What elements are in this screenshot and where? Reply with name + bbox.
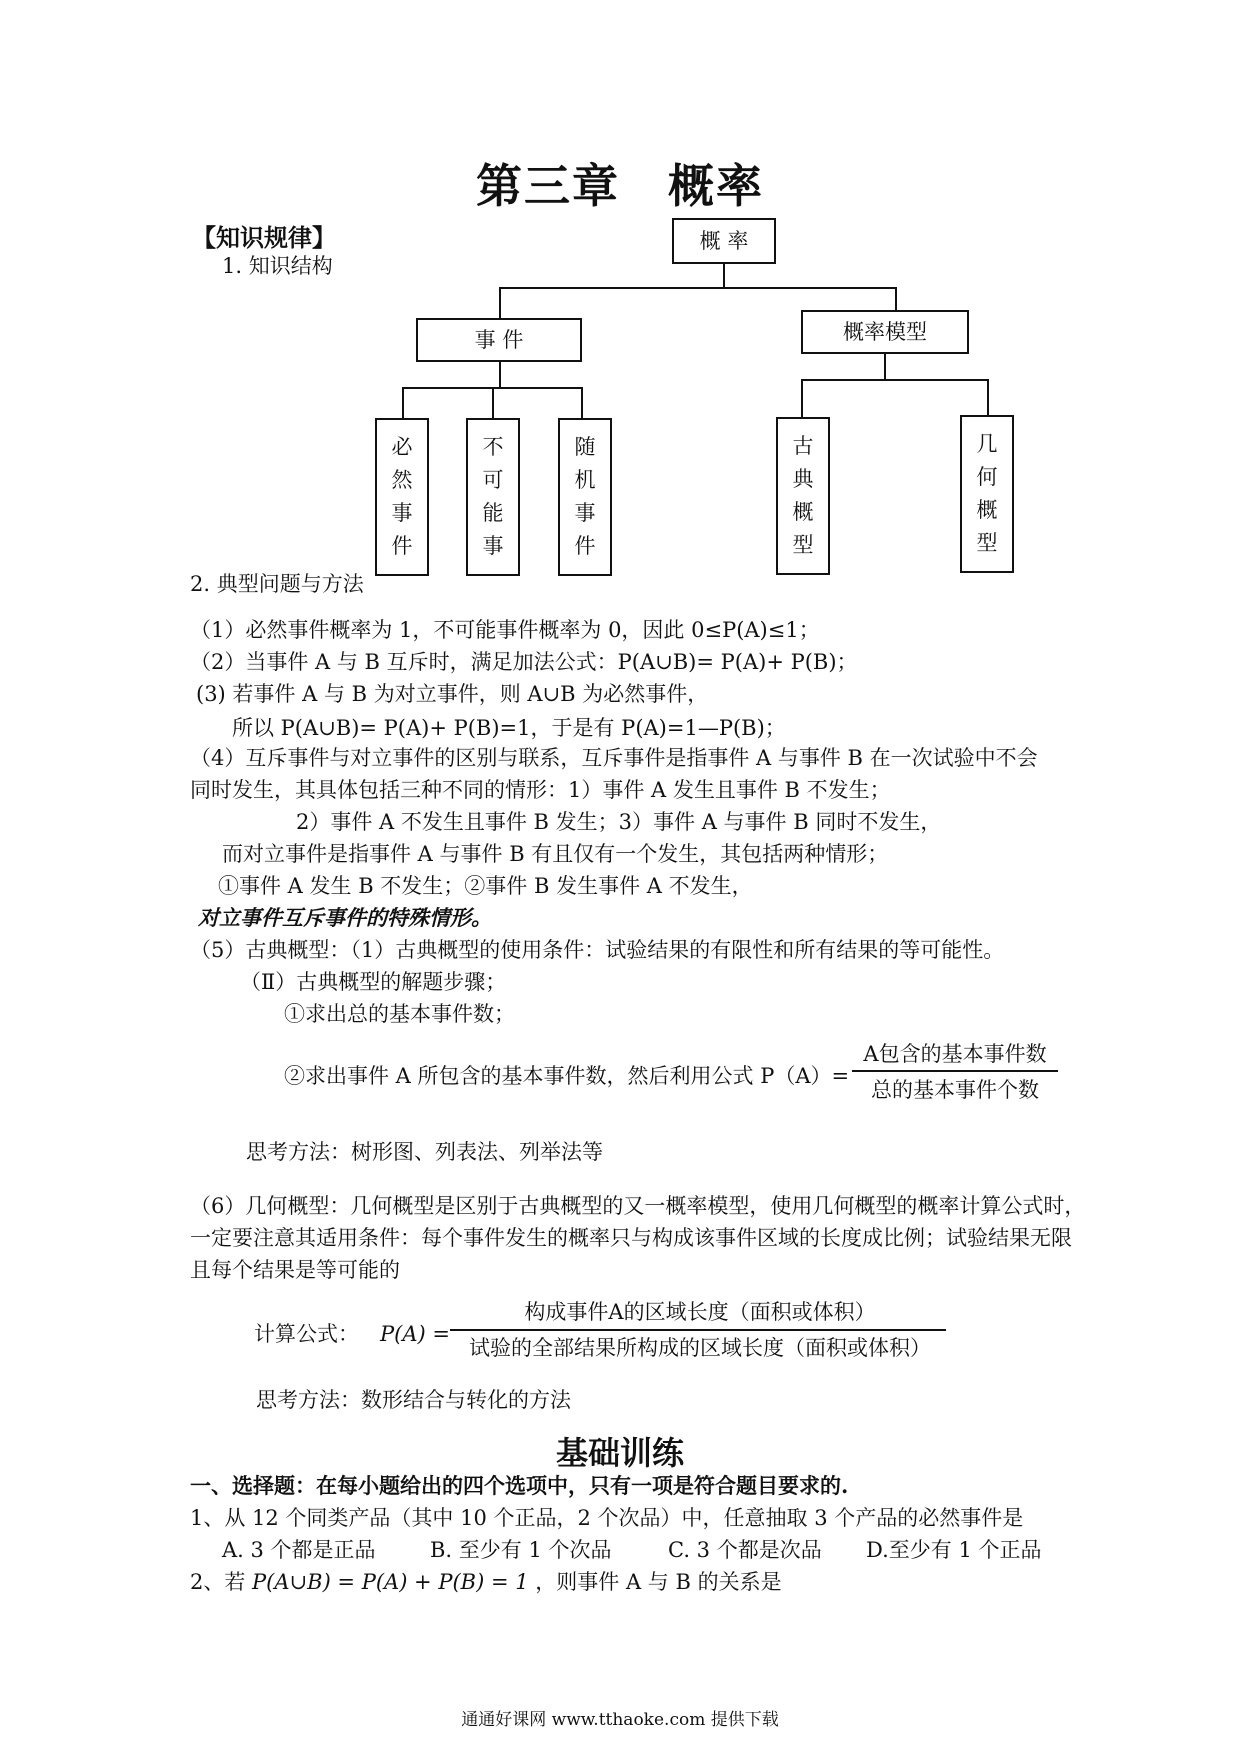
question-2-prefix: 2、若	[190, 1570, 253, 1594]
leaf-char: 古	[792, 434, 814, 458]
diagram-root-box: 概 率	[672, 218, 776, 264]
diagram-leaf-geometric-model	[960, 415, 1014, 573]
question-2	[190, 1566, 782, 1598]
leaf-char: 不	[482, 435, 504, 459]
method-line: 而对立事件是指事件 A 与事件 B 有且仅有一个发生，其包括两种情形；	[222, 842, 889, 866]
method-line: 2）事件 A 不发生且事件 B 发生；3）事件 A 与事件 B 同时不发生，	[296, 810, 942, 834]
knowledge-item-1: 1. 知识结构	[222, 254, 333, 278]
knowledge-item-2: 2. 典型问题与方法	[190, 572, 364, 596]
leaf-char: 件	[391, 534, 413, 558]
method-line: 所以 P(A∪B)= P(A)+ P(B)=1，于是有 P(A)=1—P(B)；	[232, 716, 786, 740]
leaf-char: 事	[482, 534, 504, 558]
question-1-option-d: D.至少有 1 个正品	[866, 1538, 1042, 1562]
training-title: 基础训练	[555, 1434, 684, 1472]
leaf-char: 概	[976, 498, 998, 522]
question-2-formula: P(A∪B) = P(A) + P(B) = 1	[252, 1570, 529, 1594]
geometric-formula-fraction-bar	[450, 1329, 946, 1331]
connector	[499, 362, 501, 388]
leaf-char: 随	[574, 435, 596, 459]
connector	[884, 354, 886, 380]
method-line: （2）当事件 A 与 B 互斥时，满足加法公式：P(A∪B)= P(A)+ P(B)；	[190, 650, 858, 674]
connector	[492, 387, 494, 419]
question-1-option-c: C. 3 个都是次品	[668, 1538, 822, 1562]
method-line: ②求出事件 A 所包含的基本事件数，然后利用公式 P（A）=	[284, 1064, 850, 1088]
leaf-char: 可	[482, 468, 504, 492]
classical-formula-denominator: 总的基本事件个数	[871, 1078, 1039, 1102]
leaf-char: 典	[792, 467, 814, 491]
method-line: 一定要注意其适用条件：每个事件发生的概率只与构成该事件区域的长度成比例；试验结果无限	[190, 1226, 1072, 1250]
connector	[499, 287, 501, 319]
diagram-leaf-random-event	[558, 418, 612, 576]
page-footer: 通通好课网 www.tthaoke.com 提供下载	[461, 1710, 779, 1730]
connector	[402, 387, 404, 419]
method-line: （4）互斥事件与对立事件的区别与联系，互斥事件是指事件 A 与事件 B 在一次试验中不会	[190, 746, 1038, 770]
diagram-leaf-classical-model	[776, 417, 830, 575]
leaf-char: 何	[976, 465, 998, 489]
connector	[499, 287, 897, 289]
method-line: 且每个结果是等可能的	[190, 1258, 400, 1282]
diagram-model-box: 概率模型	[801, 310, 969, 354]
connector	[801, 379, 803, 417]
method-line: （6）几何概型：几何概型是区别于古典概型的又一概率模型，使用几何概型的概率计算公式时，	[190, 1194, 1086, 1218]
question-1-option-b: B. 至少有 1 个次品	[430, 1538, 612, 1562]
connector	[581, 387, 583, 419]
leaf-char: 事	[391, 501, 413, 525]
diagram-event-box: 事 件	[416, 318, 582, 362]
method-line: （1）必然事件概率为 1，不可能事件概率为 0，因此 0≤P(A)≤1；	[190, 618, 820, 642]
leaf-char: 型	[792, 533, 814, 557]
method-line: (3) 若事件 A 与 B 为对立事件，则 A∪B 为必然事件，	[196, 682, 709, 706]
method-line: 同时发生，其具体包括三种不同的情形：1）事件 A 发生且事件 B 不发生；	[190, 778, 891, 802]
method-line: 思考方法：数形结合与转化的方法	[256, 1388, 571, 1412]
page-title: 第三章 概率	[476, 159, 764, 213]
connector	[723, 264, 725, 288]
connector	[987, 379, 989, 415]
method-line: （Ⅱ）古典概型的解题步骤；	[240, 970, 507, 994]
leaf-char: 能	[482, 501, 504, 525]
leaf-char: 机	[574, 468, 596, 492]
connector	[801, 379, 989, 381]
question-1-option-a: A. 3 个都是正品	[222, 1538, 376, 1562]
leaf-char: 事	[574, 501, 596, 525]
diagram-leaf-impossible-event	[466, 418, 520, 576]
leaf-char: 概	[792, 500, 814, 524]
classical-formula-numerator: A包含的基本事件数	[863, 1042, 1047, 1066]
leaf-char: 必	[391, 435, 413, 459]
geometric-formula-numerator: 构成事件A的区域长度（面积或体积）	[524, 1300, 876, 1324]
leaf-char: 件	[574, 534, 596, 558]
question-1: 1、从 12 个同类产品（其中 10 个正品，2 个次品）中，任意抽取 3 个产品的必然事件是	[190, 1506, 1024, 1530]
question-2-suffix: ，则事件 A 与 B 的关系是	[528, 1570, 782, 1594]
choice-section-heading: 一、选择题：在每小题给出的四个选项中，只有一项是符合题目要求的.	[190, 1473, 849, 1498]
method-line: （5）古典概型：（1）古典概型的使用条件：试验结果的有限性和所有结果的等可能性。	[190, 938, 1005, 962]
geometric-formula-lhs: P(A) =	[380, 1322, 450, 1346]
leaf-char: 然	[391, 468, 413, 492]
method-line-emphasis: 对立事件互斥事件的特殊情形。	[198, 905, 492, 930]
method-line: ①求出总的基本事件数；	[284, 1002, 515, 1026]
geometric-formula-denominator: 试验的全部结果所构成的区域长度（面积或体积）	[469, 1336, 931, 1360]
diagram-leaf-certain-event	[375, 418, 429, 576]
classical-formula-fraction-bar	[852, 1070, 1058, 1072]
leaf-char: 型	[976, 531, 998, 555]
connector	[895, 287, 897, 311]
method-line: 思考方法：树形图、列表法、列举法等	[246, 1140, 603, 1164]
method-line: ①事件 A 发生 B 不发生；②事件 B 发生事件 A 不发生，	[218, 874, 753, 898]
geometric-formula-label: 计算公式：	[254, 1322, 359, 1346]
knowledge-heading: 【知识规律】	[192, 223, 336, 252]
leaf-char: 几	[976, 432, 998, 456]
